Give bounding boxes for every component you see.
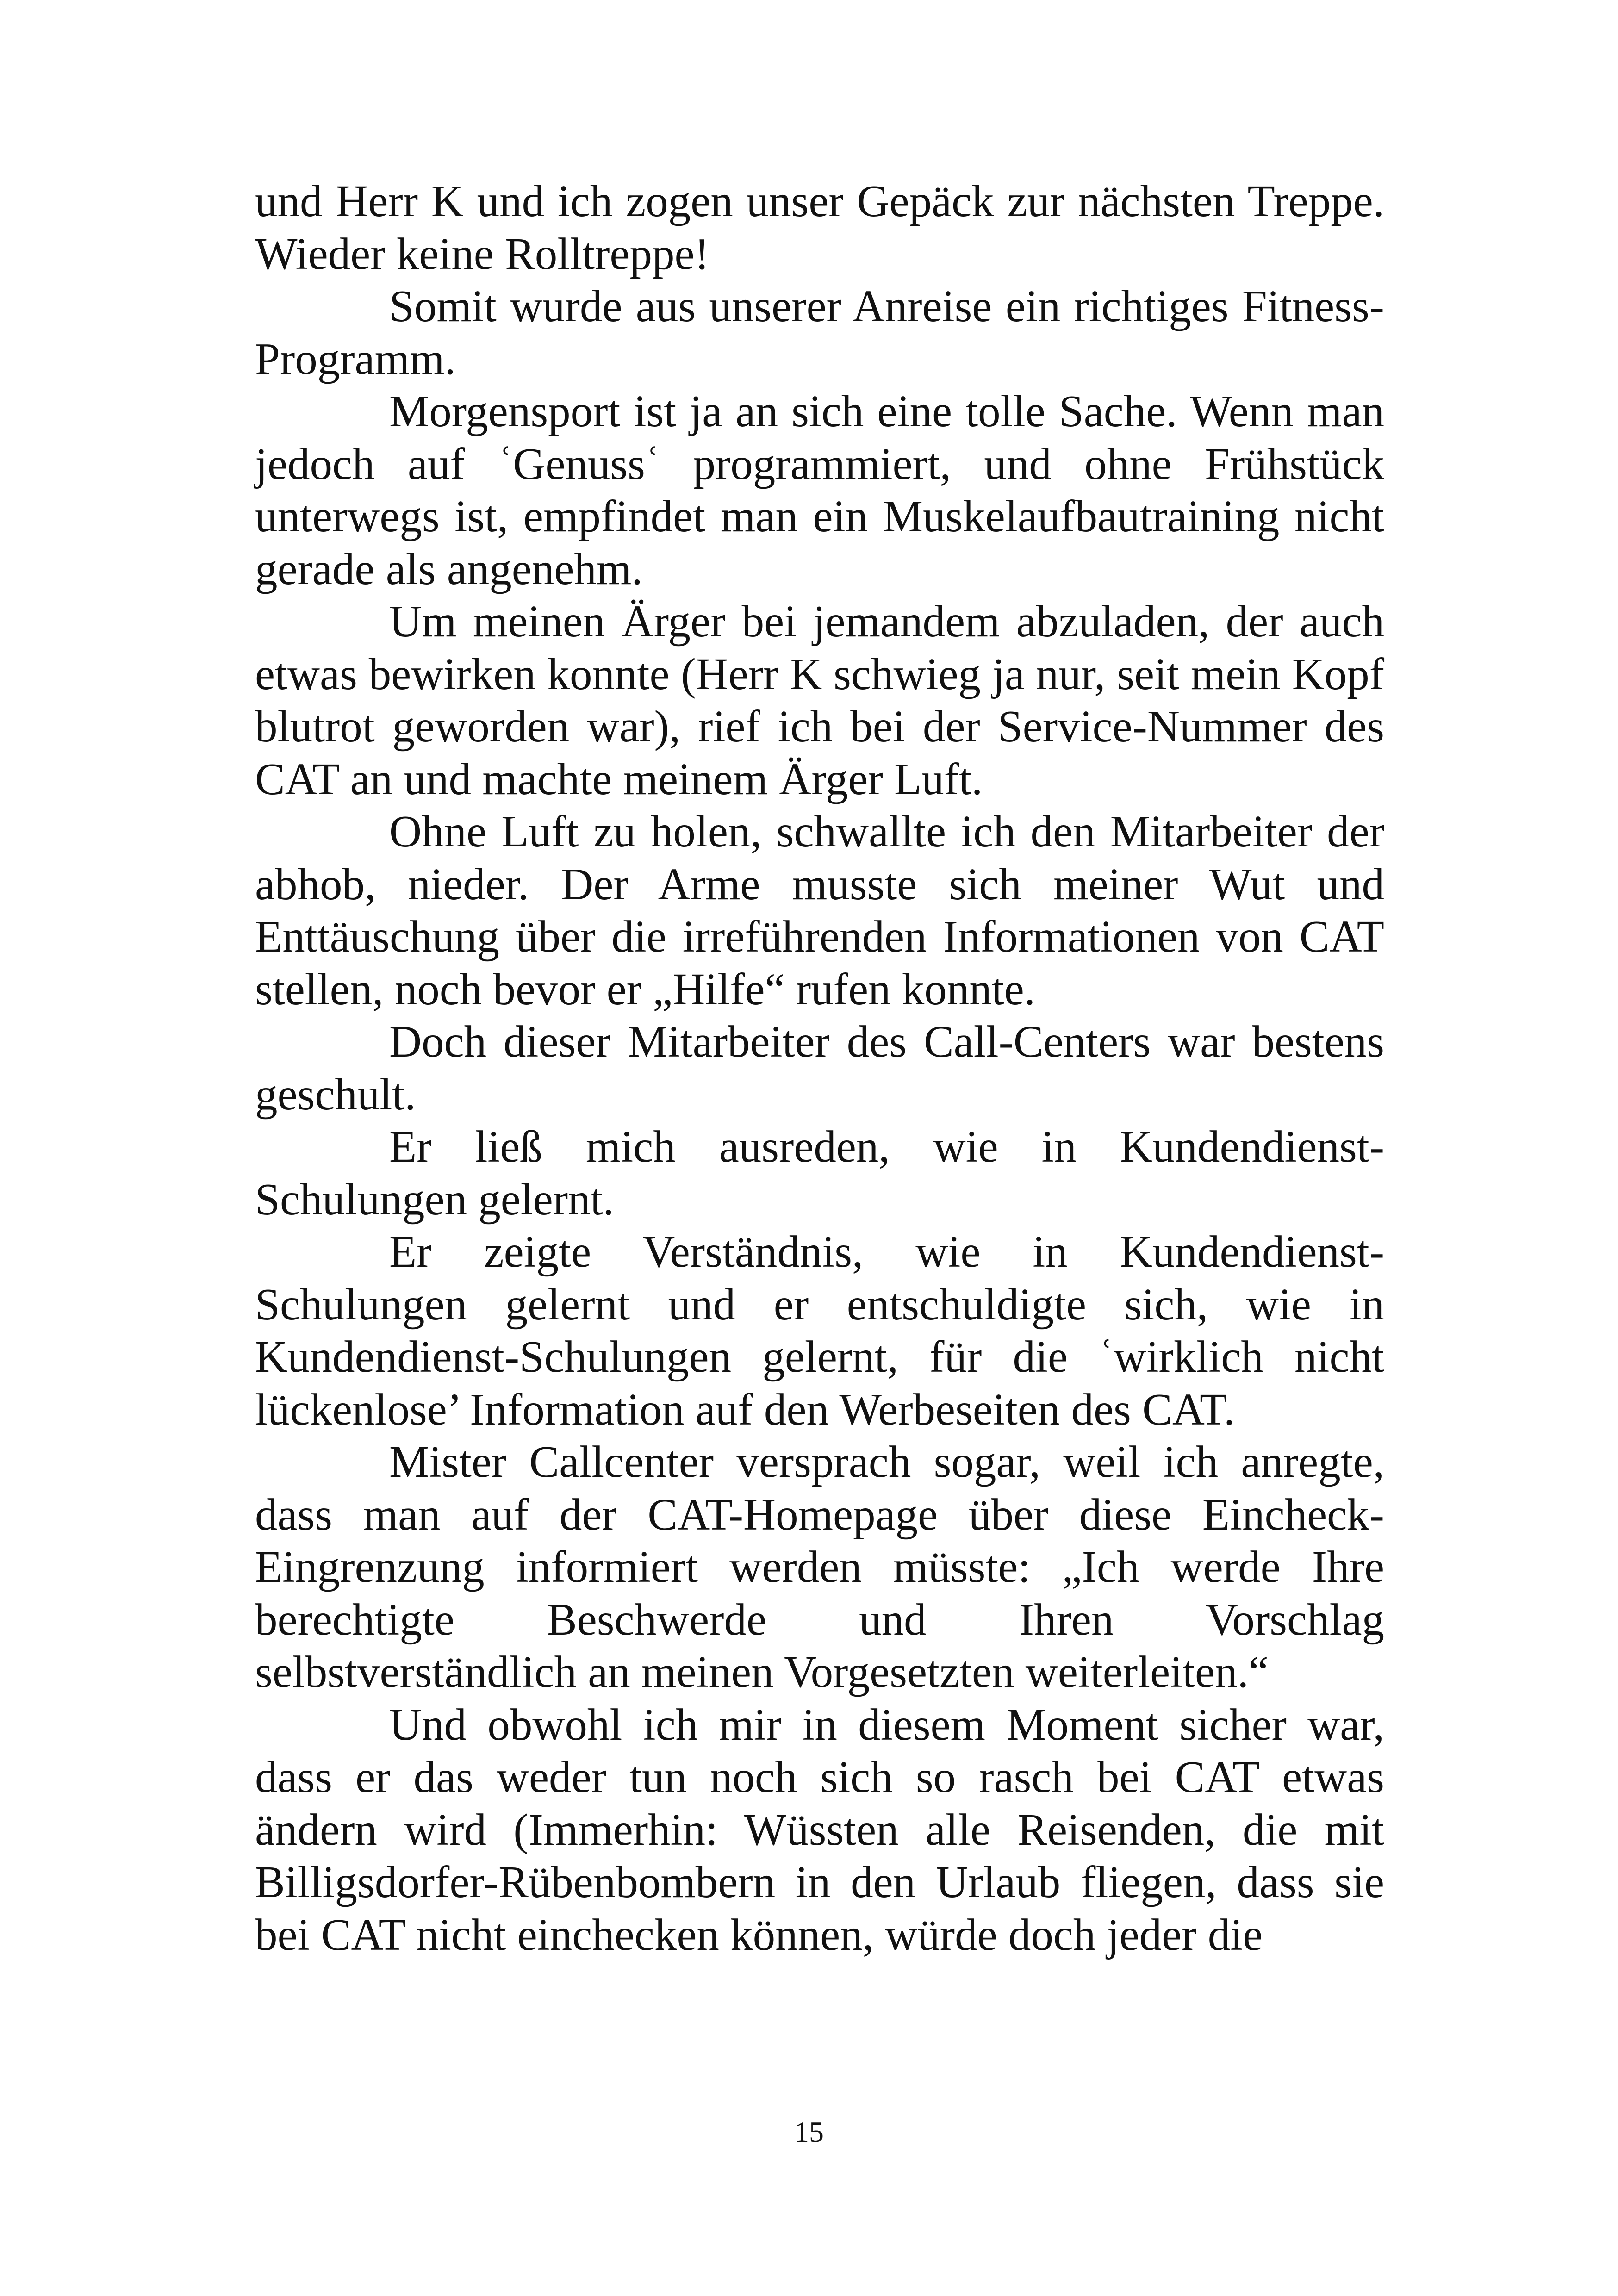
page-number: 15: [794, 2116, 824, 2148]
paragraph: und Herr K und ich zogen unser Gepäck zur nächsten Treppe. Wieder keine Rolltreppe!: [255, 176, 1384, 279]
paragraph: Doch dieser Mitarbeiter des Call-Centers war bestens geschult.: [255, 1017, 1384, 1119]
paragraph: Mister Callcenter versprach sogar, weil ich anregte, dass man auf der CAT-Homepage über diese Eincheck-Eingrenzung informiert werden müsste: „Ich werde Ihre berechtigte Beschwerde und Ihren Vorschlag selbstverständlich an meinen Vorgesetzten weiterleiten.“: [255, 1437, 1384, 1697]
body-text: [255, 175, 1384, 1961]
paragraph: Er zeigte Verständnis, wie in Kundendienst-Schulungen gelernt und er entschuldigte sich, wie in Kundendienst-Schulungen gelernt, für die ʿwirklich nicht lückenlose’ Information auf den Werbeseiten des CAT.: [255, 1227, 1384, 1434]
paragraph: Um meinen Ärger bei jemandem abzuladen, der auch etwas bewirken konnte (Herr K schwieg ja nur, seit mein Kopf blutrot geworden war), rief ich bei der Service-Nummer des CAT an und machte meinem Ärger Luft.: [255, 597, 1384, 804]
paragraph: Ohne Luft zu holen, schwallte ich den Mitarbeiter der abhob, nieder. Der Arme musste sich meiner Wut und Enttäuschung über die irreführenden Informationen von CAT stellen, noch bevor er „Hilfe“ rufen konnte.: [255, 807, 1384, 1014]
paragraph: Somit wurde aus unserer Anreise ein richtiges Fitness-Programm.: [255, 281, 1384, 384]
paragraph: Morgensport ist ja an sich eine tolle Sache. Wenn man jedoch auf ʿGenussʿ programmiert, und ohne Frühstück unterwegs ist, empfindet man ein Muskelaufbautraining nicht gerade als angenehm.: [255, 386, 1384, 594]
paragraph: Er ließ mich ausreden, wie in Kundendienst-Schulungen gelernt.: [255, 1122, 1384, 1224]
paragraph: Und obwohl ich mir in diesem Moment sicher war, dass er das weder tun noch sich so rasch bei CAT etwas ändern wird (Immerhin: Wüssten alle Reisenden, die mit Billigsdorfer-Rübenbombern in den Urlaub fliegen, dass sie bei CAT nicht einchecken können, würde doch jeder die: [255, 1699, 1384, 1960]
